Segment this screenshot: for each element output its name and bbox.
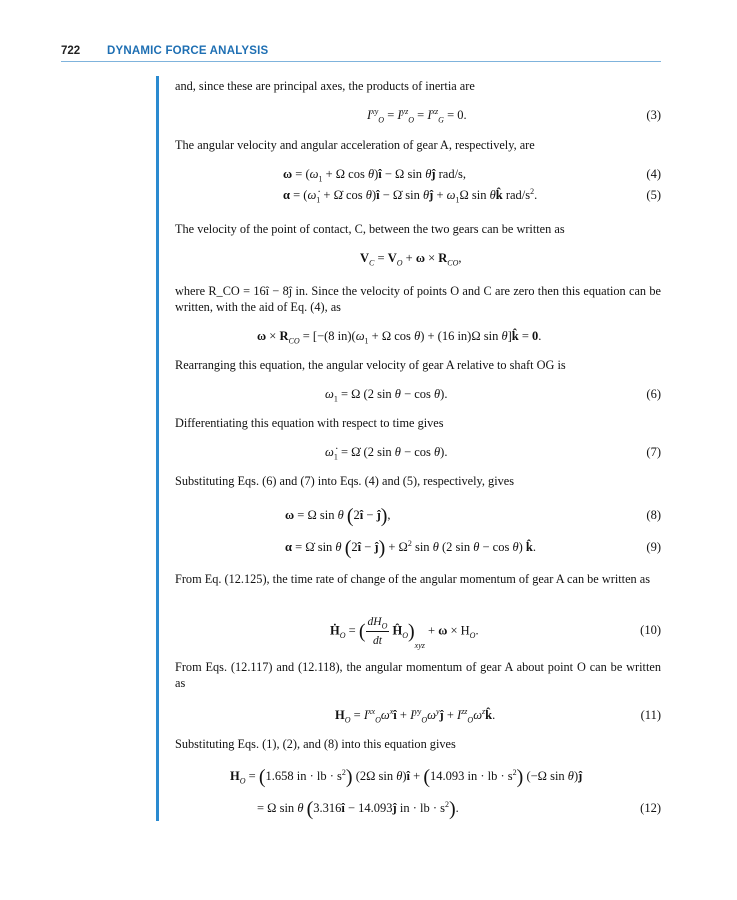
chapter-title: DYNAMIC FORCE ANALYSIS (107, 45, 269, 57)
equation-number: (6) (646, 387, 661, 401)
paragraph-10: Substituting Eqs. (1), (2), and (8) into this equation gives (175, 737, 456, 751)
paragraph-7: Substituting Eqs. (6) and (7) into Eqs. (4) and (5), respectively, gives (175, 474, 515, 488)
equation-number: (10) (640, 623, 661, 637)
equation-contact: $\omega \times R_{CO} = [-(8$ $in)(\omega_1 + \Omega$ cos θ) + (16 in)Ω sin θ]k̂ = 0. (257, 329, 542, 346)
equation-number: (11) (640, 708, 661, 722)
equation-number: (3) (646, 108, 661, 122)
equation-12: = Ω sin θ (3.316î − 14.093ĵ in · lb · $s^2$). (12) (257, 798, 661, 820)
page-number: 722 (61, 45, 81, 57)
equation-10: Ḣ$_O$ = ( $\frac{dH_O}{dt}$ $Ĥ_O)_{xyz} + \omega \times H_O$. (10) (175, 621, 661, 639)
paragraph-2: The angular velocity and angular acceleration of gear A, respectively, are (175, 138, 535, 152)
equation-number: (7) (646, 445, 661, 459)
equation-number: (5) (646, 188, 661, 202)
equation-number: (12) (640, 801, 661, 815)
paragraph-8: From Eq. (12.125), the time rate of change of the angular momentum of gear A can be written as (175, 572, 650, 586)
equation-number: (9) (646, 540, 661, 554)
paragraph-3: The velocity of the point of contact, C, between the two gears can be written as (175, 222, 565, 236)
equation-12a: $H_O = (1.658$ in · lb · $s^2$) (2Ω sin θ)î + (14.093 in · lb · $s^2$) (−Ω sin θ)ĵ (230, 766, 583, 788)
equation-3: $I^{xy}_O = I^{yz}_O = I^{xz}_G = 0$. (3) (367, 106, 661, 125)
equation-number: (4) (646, 167, 661, 181)
paragraph-1: and, since these are principal axes, the products of inertia are (175, 79, 475, 93)
equation-number: (8) (646, 508, 661, 522)
paragraph-9: From Eqs. (12.117) and (12.118), the angular momentum of gear A about point O can be written as (175, 660, 661, 690)
equation-6: $\omega_1 = \Omega$ (2 sin θ − cos θ). (6) (325, 387, 661, 404)
equation-9: α = Ω̇ sin θ (2î − ĵ) + $\Omega^2$ sin θ (2 sin θ − cos θ) k̂. (9) (285, 537, 661, 559)
equation-11: $H_O$ = $I^{xx}_O\omega^xî$ + $I^{yy}_O\omega^yĵ$ + $I^{zz}_O\omega^zk̂$. (11) (335, 706, 661, 725)
equation-8: ω = Ω sin θ (2î − ĵ), (8) (285, 505, 661, 527)
paragraph-5: Rearranging this equation, the angular velocity of gear A relative to shaft OG is (175, 358, 566, 372)
equation-7: $\omegȧ_1$ = Ω̇ (2 sin θ − cos θ). (7) (325, 445, 661, 462)
margin-bar (156, 76, 159, 821)
equation-5: $\alpha = (\omegȧ_1$ + Ω̇ cos θ)î − Ω̇ sin θĵ + $\omega_1\Omega$ sin θk̂ rad/$s^2$. (5) (283, 186, 661, 205)
equation-4: $\omega = (\omega_1 + \Omega$ cos θ)î − Ω sin θĵ rad/s, (4) (283, 167, 661, 184)
paragraph-4: where R_CO = 16î − 8ĵ in. Since the velocity of points O and C are zero then this equation can be written, with the aid of Eq. (4), as (175, 284, 661, 314)
header-rule (61, 61, 661, 62)
equation-vc: $V_C = V_O + \omega \times R_{CO}$, (360, 251, 462, 268)
paragraph-6: Differentiating this equation with respect to time gives (175, 416, 444, 430)
